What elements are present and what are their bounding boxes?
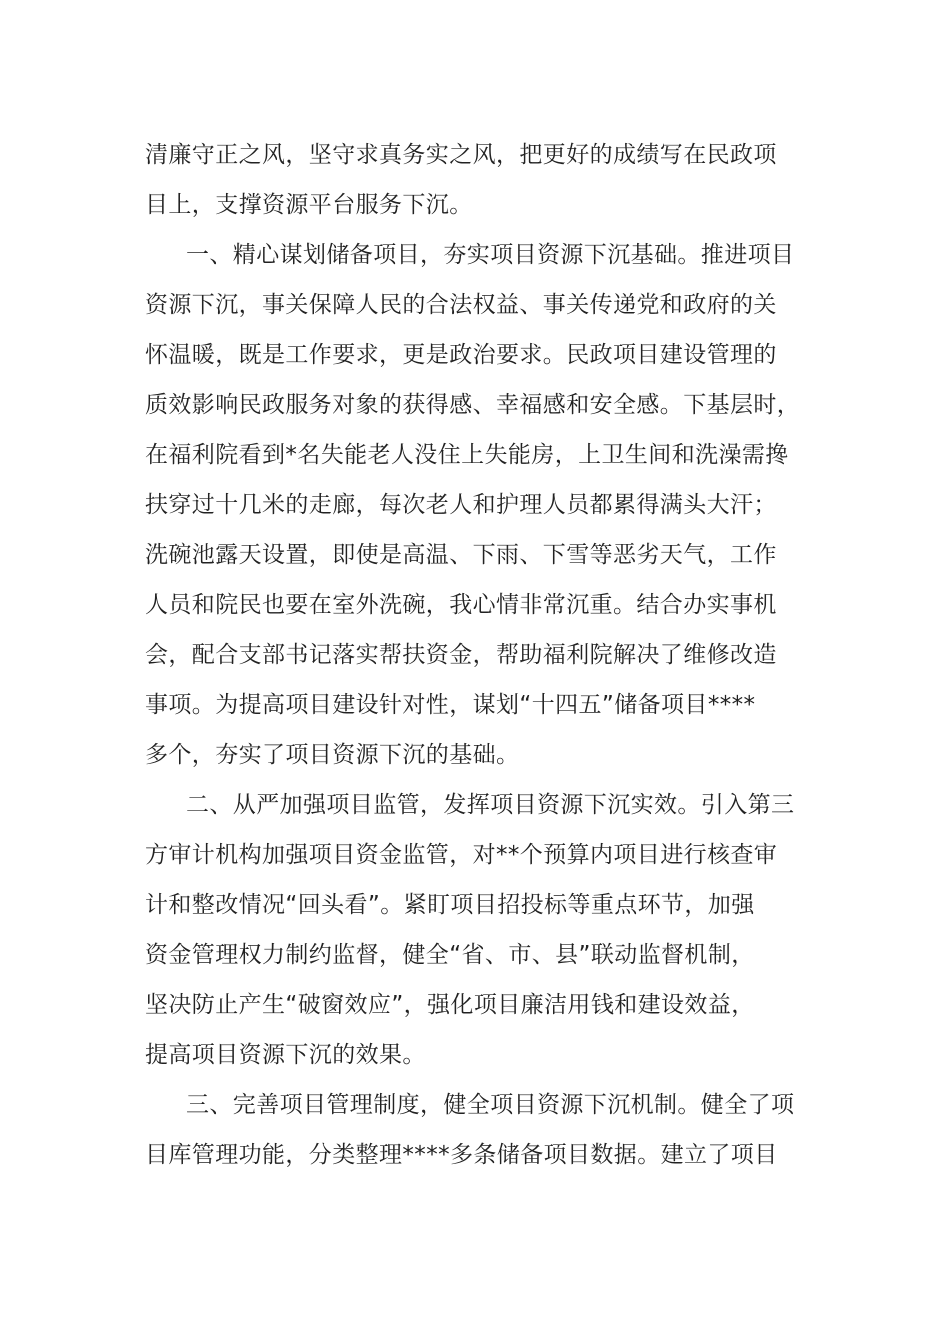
document-body bbox=[145, 130, 807, 1180]
text-line: 目上，支撑资源平台服务下沉。 bbox=[145, 192, 473, 218]
text-line: 提高项目资源下沉的效果。 bbox=[145, 1042, 426, 1068]
text-line: 目库管理功能，分类整理****多条储备项目数据。建立了项目 bbox=[145, 1142, 778, 1168]
text-line: 清廉守正之风，坚守求真务实之风，把更好的成绩写在民政项 bbox=[145, 142, 777, 168]
section-heading-line: 一、精心谋划储备项目，夯实项目资源下沉基础。推进项目 bbox=[186, 242, 795, 268]
text-line: 在福利院看到*名失能老人没住上失能房，上卫生间和洗澡需搀 bbox=[145, 442, 789, 468]
text-line: 事项。为提高项目建设针对性，谋划“十四五”储备项目**** bbox=[145, 692, 756, 718]
section-heading-line: 二、从严加强项目监管，发挥项目资源下沉实效。引入第三 bbox=[186, 792, 795, 818]
text-line: 人员和院民也要在室外洗碗，我心情非常沉重。结合办实事机 bbox=[145, 592, 777, 618]
text-line: 扶穿过十几米的走廊，每次老人和护理人员都累得满头大汗； bbox=[145, 492, 777, 518]
text-line: 资源下沉，事关保障人民的合法权益、事关传递党和政府的关 bbox=[145, 292, 777, 318]
text-line: 怀温暖，既是工作要求，更是政治要求。民政项目建设管理的 bbox=[145, 342, 777, 368]
text-line: 多个，夯实了项目资源下沉的基础。 bbox=[145, 742, 520, 768]
text-line: 方审计机构加强项目资金监管，对**个预算内项目进行核查审 bbox=[145, 842, 778, 868]
text-line: 洗碗池露天设置，即使是高温、下雨、下雪等恶劣天气，工作 bbox=[145, 542, 777, 568]
text-line: 坚决防止产生“破窗效应”，强化项目廉洁用钱和建设效益， bbox=[145, 992, 755, 1018]
text-line: 资金管理权力制约监督，健全“省、市、县”联动监督机制， bbox=[145, 942, 755, 968]
text-line: 质效影响民政服务对象的获得感、幸福感和安全感。下基层时， bbox=[145, 392, 801, 418]
text-line: 会，配合支部书记落实帮扶资金，帮助福利院解决了维修改造 bbox=[145, 642, 777, 668]
text-line: 计和整改情况“回头看”。紧盯项目招投标等重点环节，加强 bbox=[145, 892, 755, 918]
section-heading-line: 三、完善项目管理制度，健全项目资源下沉机制。健全了项 bbox=[186, 1092, 795, 1118]
